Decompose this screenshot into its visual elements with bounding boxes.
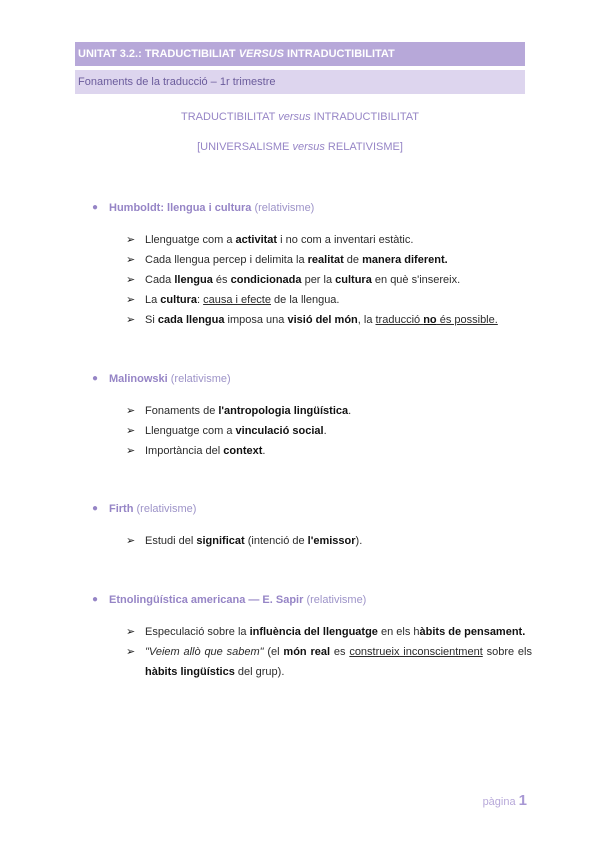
unit-header-bar (75, 42, 525, 66)
title-part: INTRADUCTIBILITAT (310, 111, 419, 123)
list-item: ➢ Especulació sobre la influència del llenguatge en els hàbits de pensament. (92, 622, 532, 642)
list-item: ➢ Cada llengua és condicionada per la cultura en què s'insereix. (92, 270, 532, 290)
arrowhead-icon: ➢ (126, 294, 136, 306)
page-num: 1 (518, 792, 527, 809)
list-item: ➢ La cultura: causa i efecte de la llengua. (92, 290, 532, 310)
list-item: ➢ Llenguatge com a activitat i no com a inventari estàtic. (92, 230, 532, 250)
title-part: TRADUCTIBILITAT (181, 111, 279, 123)
heading-text: Humboldt: llengua i cultura (109, 202, 252, 214)
arrowhead-icon: ➢ (126, 535, 136, 547)
list-item: ➢ Llenguatge com a vinculació social. (92, 421, 532, 441)
arrowhead-icon: ➢ (126, 314, 136, 326)
subtitle-part: RELATIVISME] (324, 141, 403, 153)
list-item: ➢ Si cada llengua imposa una visió del món, la traducció no és possible. (92, 310, 532, 330)
subtitle-versus: versus (292, 141, 325, 153)
list-item: ➢ "Veiem allò que sabem" (el món real es construeix inconscientment sobre els hàbits lingüístics del grup). (92, 642, 532, 682)
page-title (0, 111, 600, 123)
bullet-dot-icon: ● (92, 503, 99, 514)
list-item: ➢ Importància del context. (92, 441, 532, 461)
section-heading (92, 373, 532, 385)
unit-header-versus: VERSUS (238, 48, 284, 60)
unit-header-suffix: INTRADUCTIBILITAT (283, 48, 395, 60)
bullet-dot-icon: ● (92, 202, 99, 213)
bullet-dot-icon: ● (92, 373, 99, 384)
heading-text: Malinowski (109, 373, 168, 385)
arrowhead-icon: ➢ (126, 626, 136, 638)
heading-tag: (relativisme) (306, 594, 367, 606)
course-subtitle-bar (75, 70, 525, 94)
unit-header-prefix: UNITAT 3.2.: TRADUCTIBILIAT (78, 48, 239, 60)
arrowhead-icon: ➢ (126, 425, 136, 437)
bullet-dot-icon: ● (92, 594, 99, 605)
section-heading (92, 503, 532, 515)
page-subtitle (0, 141, 600, 153)
title-versus: versus (278, 111, 311, 123)
list-item: ➢ Estudi del significat (intenció de l'emissor). (92, 531, 532, 551)
section-heading (92, 594, 532, 606)
page-label: pàgina (482, 796, 519, 808)
heading-tag: (relativisme) (254, 202, 315, 214)
heading-tag: (relativisme) (136, 503, 197, 515)
arrowhead-icon: ➢ (126, 445, 136, 457)
section-humboldt (92, 202, 532, 330)
arrowhead-icon: ➢ (126, 274, 136, 286)
heading-tag: (relativisme) (170, 373, 231, 385)
arrowhead-icon: ➢ (126, 234, 136, 246)
arrowhead-icon: ➢ (126, 254, 136, 266)
section-heading (92, 202, 532, 214)
subtitle-part: [UNIVERSALISME (197, 141, 293, 153)
page-number (483, 792, 527, 809)
arrowhead-icon: ➢ (126, 405, 136, 417)
arrowhead-icon: ➢ (126, 646, 136, 658)
section-malinowski (92, 373, 532, 461)
heading-text: Firth (109, 503, 134, 515)
list-item: ➢ Fonaments de l'antropologia lingüística. (92, 401, 532, 421)
section-sapir (92, 594, 532, 682)
heading-text: Etnolingüística americana — E. Sapir (109, 594, 304, 606)
list-item: ➢ Cada llengua percep i delimita la realitat de manera diferent. (92, 250, 532, 270)
course-subtitle: Fonaments de la traducció – 1r trimestre (78, 76, 276, 88)
section-firth (92, 503, 532, 551)
